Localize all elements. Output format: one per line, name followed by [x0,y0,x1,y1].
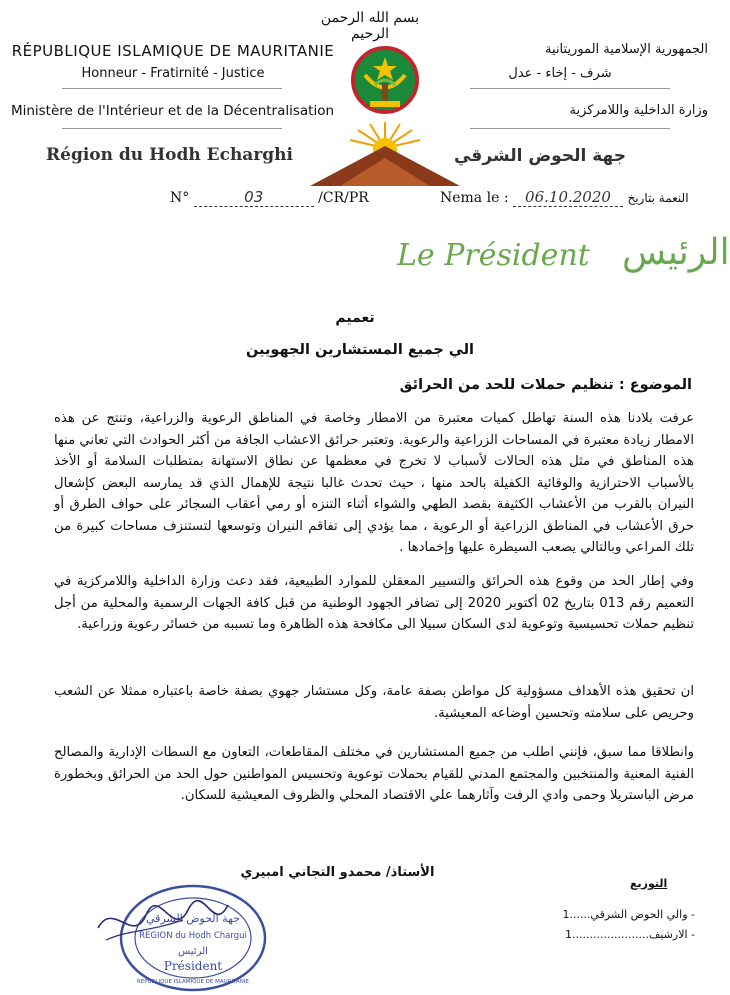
addressee: الي جميع المستشارين الجهويين [245,342,474,358]
president-title-fr: Le Président [397,238,590,273]
signatory-name: الأستاذ/ محمدو التجاني امبيري [240,865,435,880]
stamp-title-fr: Président [163,959,223,973]
number-value: 03 [194,188,314,207]
region-fr: Région du Hodh Echarghi [46,145,293,165]
region-logo-icon [310,118,460,188]
distribution-title: التوزيع [630,877,668,890]
place-label: Nema le : [440,190,509,206]
body-paragraph: وفي إطار الحد من وقوع هذه الحرائق والتسيير المعقلن للموارد الطبيعية، فقد دعت وزارة الداخلية واللامركزية في التعميم رقم 013 بتاريخ 02 أكتوبر 2020 إلى تضافر الجهود الوطنية من قبل كافة الجهات الرسمية والمحلية من أجل تنظيم حملات تحسيسية وتوعوية لدى السكان سبيلا الى مكافحة هذه الظاهرة وما تسببه من خسائر رعوية وزراعية. [54,574,694,632]
number-label: N° [170,190,190,206]
date-label-ar: النعمة بتاريخ [627,191,689,205]
stamp-title-ar: الرئيس [178,946,208,957]
body-paragraph: ان تحقيق هذه الأهداف مسؤولية كل مواطن بصفة عامة، وكل مستشار جهوي بصفة خاصة باعتباره ممثلا عن الشعب وحريص على سلامته وتحسين أوضاعه المعيشية. [54,684,694,721]
number-suffix: /CR/PR [318,190,369,206]
stamp-line-fr: REGION du Hodh Chargui [139,931,247,941]
list-item: - والي الحوض الشرقي......1 [562,908,695,921]
reference-date [440,188,710,207]
stamp-rim: REPUBLIQUE ISLAMIQUE DE MAURITANIE [136,979,250,985]
divider [62,128,282,129]
motto-ar: شرف - إخاء - عدل [508,66,612,81]
divider [470,88,670,89]
body-paragraph: وانطلاقا مما سبق، فإنني اطلب من جميع المستشارين في مختلف المقاطعات، التعاون مع السطات الإدارية والمصالح الفنية المعنية والمنتخبين والمجتمع المدني للقيام بحملات توعوية وتحسيس المواطنين حول الحد من الحرائق وبخطورة مرض الباستريلا وحمى وادي الرفت وآثارهما علي الاقتصاد المحلي والظروف المعيشية للسكان. [54,745,694,803]
date-value: 06.10.2020 [513,188,623,207]
republic-name-fr: RÉPUBLIQUE ISLAMIQUE DE MAURITANIE [11,42,335,60]
president-title-ar: الرئيس [622,232,730,273]
official-stamp [88,870,273,995]
region-ar: جهة الحوض الشرقي [453,146,627,166]
body-paragraph: عرفت بلادنا هذه السنة تهاطل كميات معتبرة من الامطار وخاصة في المناطق الرعوية والزراعية، وتنتج عن هذه الامطار زيادة معتبرة في المساحات الزراعية والرعوية. وتعتبر حرائق الاعشاب الجافة من أكثر الحوادث التي تعاني منها هذه المناطق في مثل هذه الحالات لأسباب لا تخرج في معظمها عن نطاق الاستهانة بمتطلبات السلامة أو الأخذ بالأسباب الاحترازية والوقائية الكفيلة بالحد منها ، حيث تحدث غالبا نتيجة للإهمال الذي قد يمارسه البعض كإشعال النيران بالقرب من الأعشاب الكثيفة بقصد الطهي والشواء أثناء التنزه أو رمي أعقاب السجائر على حواف الطرق أو حرق الأعشاب في المناطق الزراعية أو الرعوية ، مما يؤدي إلى تفاقم النيران وتوسعها لتستنزف مساحات كبيرة من تلك المراعي وبالتالي يصعب السيطرة عليها وإخمادها . [54,411,694,555]
motto-fr: Honneur - Fratirnité - Justice [81,66,265,81]
basmala: بسم الله الرحمن الرحيم [320,10,420,42]
divider [470,128,670,129]
stamp-line-ar: جهة الحوض الشرقي [146,912,240,925]
ministry-fr: Ministère de l'Intérieur et de la Décentralisation [10,103,335,119]
subject-line: الموضوع : تنظيم حملات للحد من الحرائق [399,377,692,393]
republic-name-ar: الجمهورية الإسلامية الموريتانية [545,42,708,57]
national-emblem-icon [345,45,425,115]
list-item: - الارشيف......................1 [565,928,695,941]
document-type: تعميم [335,310,375,326]
divider [62,88,282,89]
ministry-ar: وزارة الداخلية واللامركزية [569,103,708,118]
distribution-list [470,905,695,945]
reference-number [170,188,369,207]
